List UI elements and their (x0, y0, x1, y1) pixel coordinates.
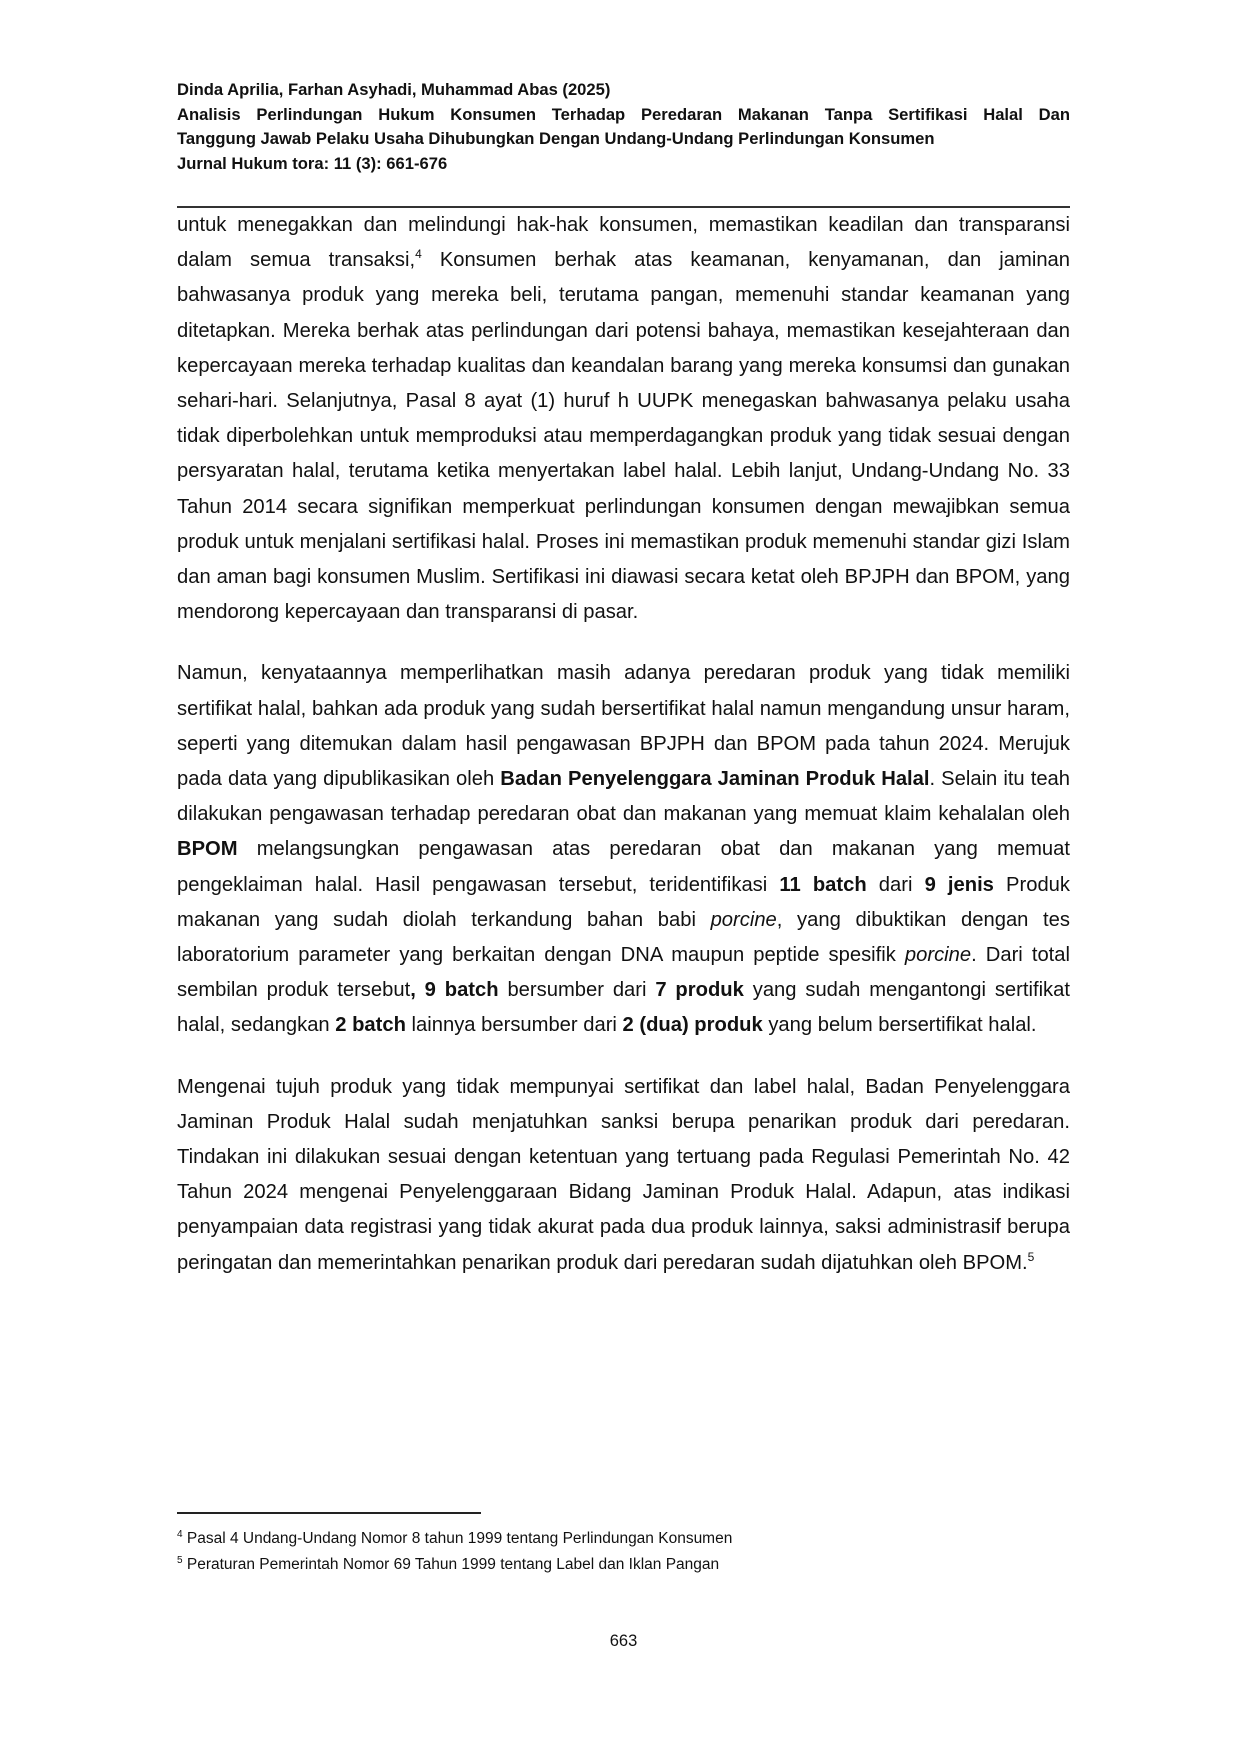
paragraph-2 (177, 656, 1070, 1043)
footnotes (177, 1526, 1070, 1578)
footnote-text: Pasal 4 Undang-Undang Nomor 8 tahun 1999 tentang Perlindungan Konsumen (182, 1530, 733, 1547)
paragraph-2-text: lainnya bersumber dari (405, 1014, 623, 1037)
footnote-separator (177, 1512, 481, 1514)
bold-9-batch: , 9 batch (410, 979, 499, 1002)
footnote-number: 4 (177, 1529, 183, 1540)
paragraph-2-text: , yang dibuktikan dengan tes laboratorium parameter yang berkaitan dengan DNA maupun peptide spesifik (177, 908, 1070, 967)
footnote-ref-5[interactable]: 5 (1027, 1249, 1035, 1264)
paragraph-2-text: yang sudah mengantongi sertifikat halal, sedangkan (177, 979, 1070, 1037)
paragraph-2-text: yang belum bersertifikat halal. (762, 1014, 1037, 1037)
paragraph-1-part-2: Konsumen berhak atas keamanan, kenyamanan, dan jaminan bahwasanya produk yang mereka beli, terutama pangan, memenuhi standar keamanan yang ditetapkan. Mereka berhak atas perlindungan dari potensi bahaya, memastikan kesejahteraan dan kepercayaan mereka terhadap kualitas dan keandalan barang yang mereka konsumsi dan gunakan sehari-hari. Selanjutnya, Pasal 8 ayat (1) huruf h UUPK menegaskan bahwasanya pelaku usaha tidak diperbolehkan untuk memproduksi atau memperdagangkan produk yang tidak sesuai dengan persyaratan halal, terutama ketika menyertakan label halal. Lebih lanjut, Undang-Undang No. 33 Tahun 2014 secara signifikan memperkuat perlindungan konsumen dengan mewajibkan semua produk untuk menjalani sertifikasi halal. Proses ini memastikan produk memenuhi standar gizi Islam dan aman bagi konsumen Muslim. Sertifikasi ini diawasi secara ketat oleh BPJPH dan BPOM, yang mendorong kepercayaan dan transparansi di pasar. (177, 249, 1070, 624)
bold-7-produk: 7 produk (655, 979, 744, 1002)
header-authors: Dinda Aprilia, Farhan Asyhadi, Muhammad Abas (2025) (177, 80, 611, 99)
paragraph-2-text: melangsungkan pengawasan atas peredaran obat dan makanan yang memuat pengeklaiman halal. Hasil pengawasan tersebut, teridentifikasi (177, 838, 1070, 896)
paragraph-1-part-1: untuk menegakkan dan melindungi hak-hak konsumen, memastikan keadilan dan transparansi dalam semua transaksi, (177, 214, 1070, 272)
footnote-ref-4[interactable]: 4 (415, 247, 422, 262)
paragraph-2-text: . Dari total sembilan produk tersebut (177, 944, 1070, 1002)
bold-11-batch: 11 batch (779, 873, 867, 896)
body-text (177, 208, 1070, 1281)
bold-2-dua-produk: 2 (dua) produk (622, 1014, 763, 1037)
paragraph-3 (177, 1070, 1070, 1281)
paragraph-1 (177, 208, 1070, 630)
bold-9-jenis: 9 jenis (924, 873, 994, 896)
footnote-number: 5 (177, 1555, 183, 1566)
header-journal: Jurnal Hukum tora: 11 (3): 661-676 (177, 153, 448, 173)
italic-porcine: porcine (710, 908, 777, 931)
bold-bpom: BPOM (177, 838, 238, 861)
footnote-5 (177, 1552, 1070, 1578)
paragraph-2-text: bersumber dari (498, 979, 656, 1002)
italic-porcine: porcine (904, 944, 972, 967)
bold-bpjph: Badan Penyelenggara Jaminan Produk Halal (500, 768, 930, 791)
footnote-text: Peraturan Pemerintah Nomor 69 Tahun 1999 tentang Label dan Iklan Pangan (182, 1556, 720, 1573)
header-title-line-1: Analisis Perlindungan Hukum Konsumen Terhadap Peredaran Makanan Tanpa Sertifikasi Halal Dan (177, 104, 1070, 124)
paragraph-2-text: Namun, kenyataannya memperlihatkan masih adanya peredaran produk yang tidak memiliki sertifikat halal, bahkan ada produk yang sudah bersertifikat halal namun mengandung unsur haram, seperti yang ditemukan dalam hasil pengawasan BPJPH dan BPOM pada tahun 2024. Merujuk pada data yang dipublikasikan oleh (177, 662, 1070, 791)
paragraph-3-text: Mengenai tujuh produk yang tidak mempunyai sertifikat dan label halal, Badan Penyelenggara Jaminan Produk Halal sudah menjatuhkan sanksi berupa penarikan produk dari peredaran. Tindakan ini dilakukan sesuai dengan ketentuan yang tertuang pada Regulasi Pemerintah No. 42 Tahun 2024 mengenai Penyelenggaraan Bidang Jaminan Produk Halal. Adapun, atas indikasi penyampaian data registrasi yang tidak akurat pada dua produk lainnya, saksi administrasif berupa peringatan dan memerintahkan penarikan produk dari peredaran sudah dijatuhkan oleh BPOM. (177, 1075, 1070, 1274)
paragraph-2-text: Produk makanan yang sudah diolah terkandung bahan babi (177, 873, 1070, 931)
paragraph-2-text: dari (866, 873, 925, 896)
bold-2-batch: 2 batch (335, 1014, 406, 1037)
paragraph-2-text: . Selain itu teah dilakukan pengawasan terhadap peredaran obat dan makanan yang memuat klaim kehalalan oleh (177, 768, 1071, 826)
footnote-4 (177, 1526, 1070, 1552)
running-header (177, 78, 1070, 176)
header-title-line-2: Tanggung Jawab Pelaku Usaha Dihubungkan Dengan Undang-Undang Perlindungan Konsumen (177, 129, 935, 148)
page-number: 663 (609, 1632, 638, 1650)
